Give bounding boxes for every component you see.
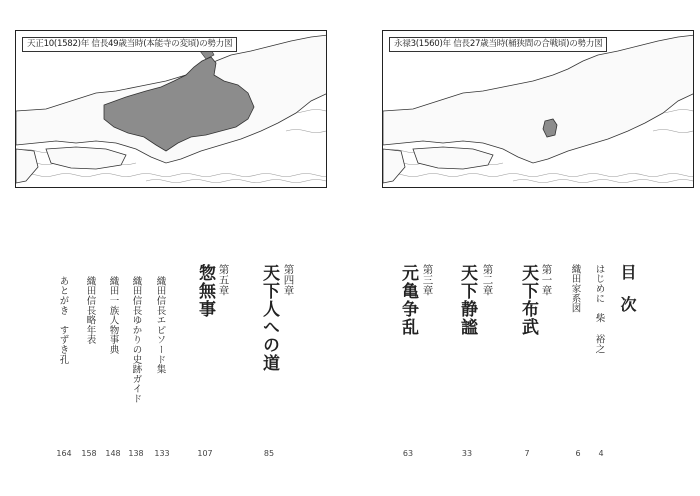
page-num-intro: 4 — [598, 449, 604, 458]
map-caption-1560: 永禄3(1560)年 信長27歳当時(桶狭間の合戦頃)の勢力図 — [389, 37, 607, 52]
chapter-4-label: 第四章 — [282, 264, 295, 296]
chapter-1-title[interactable]: 天下布武 — [518, 264, 538, 336]
chapter-2-title[interactable]: 天下静謐 — [457, 264, 477, 336]
page-num-episodes: 133 — [154, 449, 170, 458]
toc-intro-label: はじめに — [593, 264, 605, 304]
chapter-3-title[interactable]: 元亀争乱 — [398, 264, 418, 336]
appendix-historic-sites[interactable]: 織田信長ゆかりの史跡ガイド — [130, 276, 142, 404]
chapter-5-title[interactable]: 惣無事 — [195, 264, 215, 318]
map-panel-1582 — [15, 30, 327, 188]
page-num-chapter-3: 63 — [402, 449, 414, 458]
chapter-3-label: 第三章 — [421, 264, 434, 296]
page-num-chapter-4: 85 — [263, 449, 275, 458]
appendix-clan-dictionary[interactable]: 織田一族人物事典 — [107, 276, 119, 355]
japan-map-1560 — [383, 31, 694, 188]
page-num-historic-sites: 138 — [128, 449, 144, 458]
toc-intro-author: 柴 裕之 — [593, 313, 605, 354]
page-num-clan-dictionary: 148 — [105, 449, 121, 458]
page-num-chapter-2: 33 — [461, 449, 473, 458]
appendix-episodes[interactable]: 織田信長エピソード集 — [154, 276, 166, 374]
toc-item-intro[interactable] — [594, 264, 604, 354]
page-num-chronology: 158 — [81, 449, 97, 458]
page-num-chapter-1: 7 — [524, 449, 530, 458]
map-panel-1560 — [382, 30, 694, 188]
chapter-2-label: 第二章 — [481, 264, 494, 296]
page-num-family-tree: 6 — [575, 449, 581, 458]
map-caption-1582: 天正10(1582)年 信長49歳当時(本能寺の変頃)の勢力図 — [22, 37, 237, 52]
chapter-1-label: 第一章 — [540, 264, 553, 296]
chapter-4-title[interactable]: 天下人への道 — [259, 264, 279, 372]
appendix-chronology[interactable]: 織田信長略年表 — [84, 276, 96, 345]
chapter-5-label: 第五章 — [217, 264, 230, 296]
toc-item-family-tree[interactable]: 織田家系図 — [569, 264, 581, 313]
appendix-afterword[interactable]: あとがき すずき孔 — [57, 276, 69, 365]
japan-map-1582 — [16, 31, 327, 188]
page-num-afterword: 164 — [56, 449, 72, 458]
page-num-chapter-5: 107 — [197, 449, 213, 458]
toc-heading: 目 次 — [618, 264, 637, 312]
